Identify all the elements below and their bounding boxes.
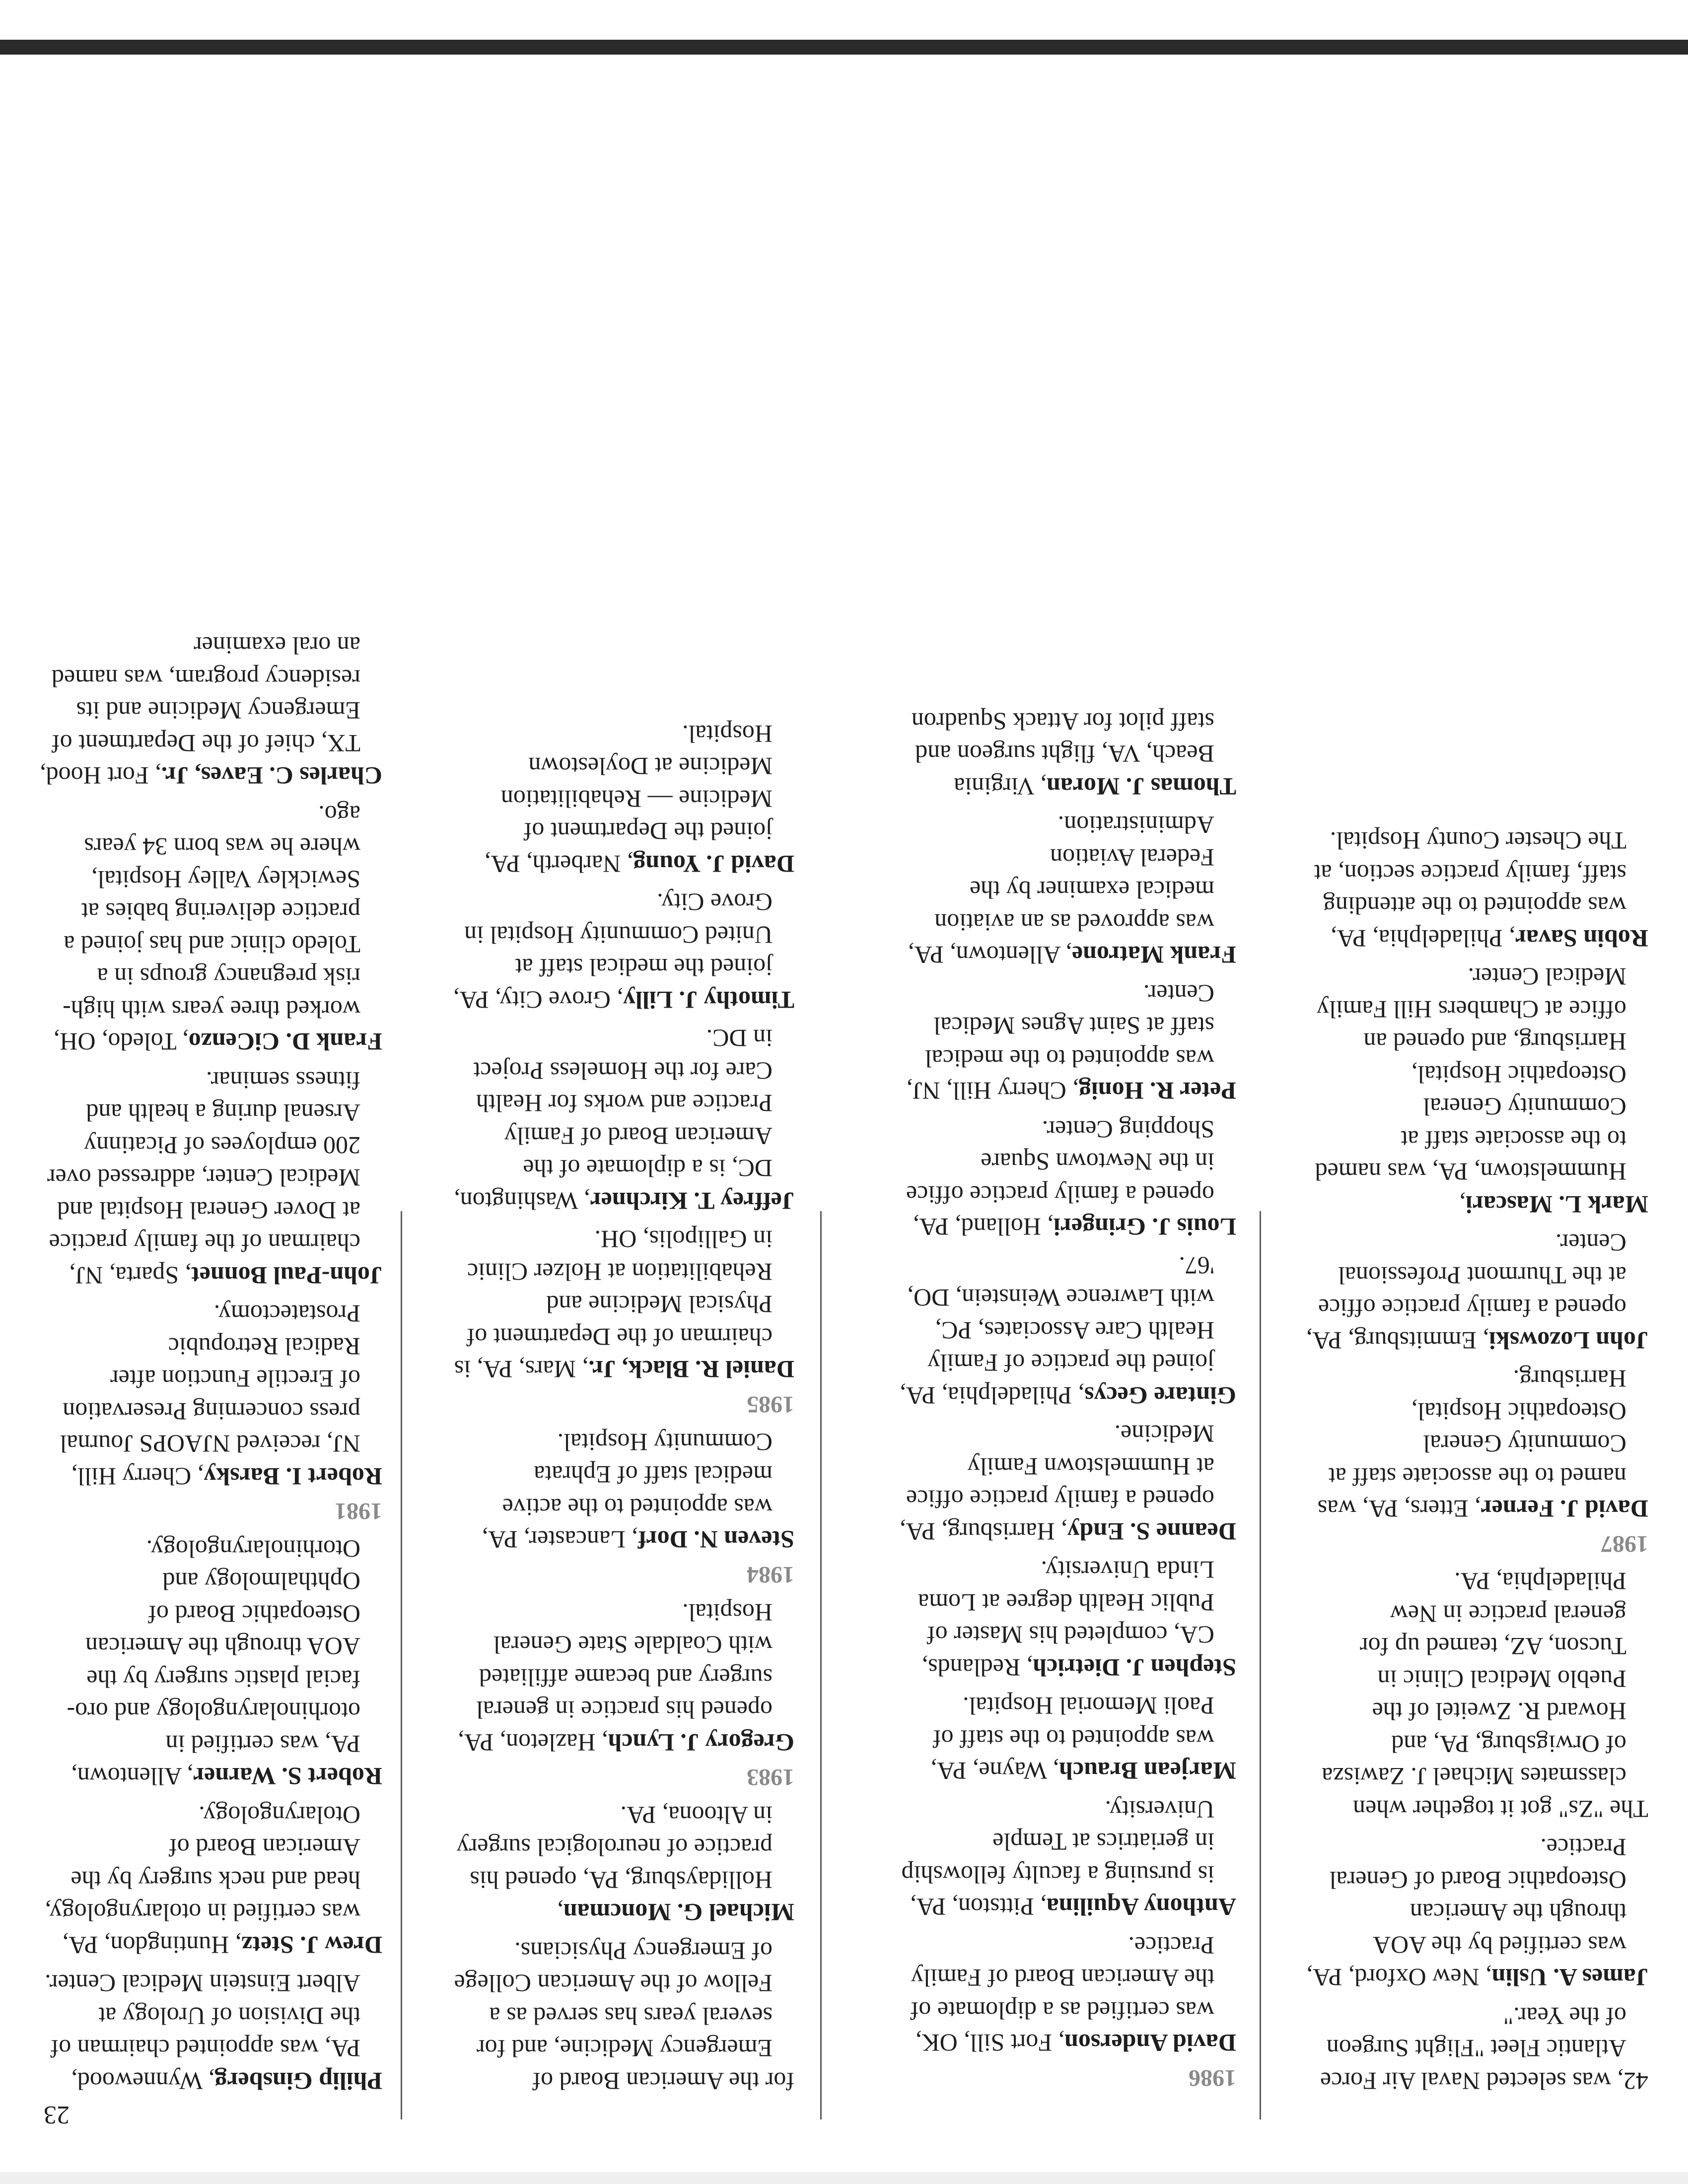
alumni-note: , Sparta, NJ, chairman of the family practice at Dover General Hospital and Medical Center, addressed over 200 employees of Picatinny Arsenal during a health and fitness seminar.	[47, 1066, 360, 1290]
alumni-name: Philip Ginsberg	[214, 2067, 382, 2095]
alumni-name: Deanne S. Endy	[1067, 1517, 1236, 1546]
alumni-note: , Etters, PA, was named to the associate staff at Community General Osteopathic Hospital, Harrisburg.	[1317, 1365, 1626, 1523]
alumni-name: Drew J. Stetz	[241, 1931, 382, 1959]
alumni-note: , Hummelstown, PA, was named to the associate staff at Community General Osteopathic Hospital, Harrisburg, and opened an office at Chambers Hill Family Medical Center.	[1315, 963, 1626, 1219]
alumni-note: , Philadelphia, PA, was appointed to the attending staff, family practice section, at The Chester County Hospital.	[1314, 827, 1626, 953]
alumni-name: David J. Ferner	[1480, 1495, 1648, 1523]
alumni-note: , Virginia Beach, VA, flight surgeon and staff pilot for Attack Squadron	[911, 707, 1214, 801]
alumni-entry	[452, 1022, 794, 1217]
alumni-note-continued: for the American Board of Emergency Medicine, and for several years has served as a Fellow of the American College of Emergency Physicians.	[454, 1937, 794, 2095]
alumni-entry	[452, 1799, 794, 1929]
alumni-note: , Pittston, PA, is pursuing a faculty fellowship in geriatrics at Temple University.	[901, 1795, 1214, 1921]
alumni-note-continued: The "Zs" got it together when classmates Michael J. Zawisza of Orwigsburg, PA, and Howard R. Zweitel of the Pueblo Medical Clinic in Tucson, AZ, teamed up for general practice in New Philadelphia, PA.	[1322, 1568, 1648, 1823]
alumni-name: Anthony Aquilina	[1046, 1893, 1236, 1921]
alumni-entry	[452, 717, 794, 880]
alumni-entry	[40, 798, 382, 1058]
year-heading: 1984	[747, 1562, 794, 1588]
alumni-note: , New Oxford, PA, was certified by the AOA through the American Osteopathic Board of General Practice.	[1306, 1834, 1626, 1992]
column-1	[40, 623, 382, 2097]
alumni-name: Jeffrey T. Kirchner	[590, 1187, 794, 1215]
alumni-note: , Wynnewood, PA, was appointed chairman of the Division of Urology at Albert Einstein Medical Center.	[45, 1970, 360, 2095]
alumni-entry	[40, 1297, 382, 1493]
alumni-entry	[452, 1426, 794, 1556]
alumni-note: , Hazleton, PA, opened his practice in general surgery and became affiliated with Coaldale State General Hospital.	[458, 1598, 773, 1757]
alumni-entry	[894, 1929, 1236, 2059]
alumni-entry	[40, 1799, 382, 1962]
alumni-name: Daniel R. Black, Jr.	[588, 1356, 794, 1384]
alumni-note: , Huntingdon, PA, was certified in otolaryngology, head and neck surgery by the American Board of Otolaryngology.	[45, 1801, 360, 1959]
alumni-note: , Grove City, PA, joined the medical staff at United Community Hospital in Grove City.	[453, 888, 773, 1014]
alumni-entry	[1306, 960, 1648, 1221]
alumni-note-continued: 42, was selected Naval Air Force Atlantic Fleet "Flight Surgeon of the Year."	[1320, 2002, 1648, 2095]
alumni-entry	[40, 1967, 382, 2097]
alumni-entry	[894, 1113, 1236, 1243]
alumni-name: Michael G. Moncman	[563, 1899, 794, 1927]
alumni-name: David Anderson	[1064, 2029, 1236, 2057]
alumni-name: Gregory J. Lynch	[608, 1728, 794, 1757]
alumni-name: Robert I. Barsky	[204, 1462, 382, 1491]
alumni-name: James A. Uslin	[1491, 1964, 1648, 1992]
alumni-entry	[1306, 1363, 1648, 1525]
year-heading: 1981	[335, 1498, 382, 1525]
alumni-note: , Lancaster, PA, was appointed to the active medical staff of Ephrata Community Hospital.	[482, 1428, 773, 1554]
alumni-entry	[894, 1249, 1236, 1412]
alumni-name: Frank D. CiCenzo	[188, 1028, 382, 1056]
alumni-name: Marjean Brauch	[1059, 1757, 1236, 1785]
column-rule	[1260, 1211, 1261, 2119]
alumni-entry	[894, 1690, 1236, 1787]
alumni-note: , Wayne, PA, was appointed to the staff of Paoli Memorial Hospital.	[930, 1692, 1214, 1785]
alumni-entry	[894, 977, 1236, 1107]
alumni-entry	[894, 1418, 1236, 1548]
alumni-note: , Mars, PA, is chairman of the Department of Physical Medicine and Rehabilitation at Holzer Clinic in Gallipolis, OH.	[454, 1226, 773, 1384]
alumni-entry	[40, 629, 382, 792]
alumni-name: Robin Savar	[1515, 924, 1648, 953]
alumni-name: John-Paul Bonnet	[191, 1261, 382, 1290]
alumni-note: , Holland, PA, opened a family practice office in the Newtown Square Shopping Center.	[906, 1115, 1214, 1241]
alumni-name: Louis J. Gringeri	[1053, 1213, 1236, 1241]
column-rule	[401, 1211, 402, 2119]
alumni-note: , Fort Sill, OK, was certified as a diplomate of the American Board of Family Practice.	[910, 1931, 1214, 2057]
alumni-note: , Philadelphia, PA, joined the practice of Family Health Care Associates, PC, with Lawrence Weinstein, DO, '67.	[900, 1251, 1214, 1410]
alumni-name: Thomas J. Moran	[1047, 772, 1236, 801]
alumni-name: David J. Young	[633, 850, 794, 878]
alumni-note: , Fort Hood, TX, chief of the Department of Emergency Medicine and its residency program, was named an oral examiner	[40, 632, 360, 790]
page-number: 23	[44, 2101, 70, 2129]
alumni-entry	[1306, 824, 1648, 955]
alumni-entry	[894, 705, 1236, 803]
alumni-entry	[452, 1596, 794, 1759]
alumni-note: , Toledo, OH, worked three years with high-risk pregnancy groups in a Toledo clinic and has joined a practice delivering babies at Sewickley Valley Hospital, where he was born 34 years ago.	[53, 800, 360, 1056]
column-rule	[820, 1211, 822, 2119]
alumni-name: Stephen J. Dietrich	[1033, 1653, 1236, 1682]
year-heading: 1985	[747, 1391, 794, 1418]
alumni-entry	[894, 1554, 1236, 1684]
alumni-entry	[894, 1793, 1236, 1923]
alumni-name: Charles C. Eaves, Jr.	[161, 762, 382, 790]
alumni-name: Mark L. Mascari	[1466, 1190, 1648, 1219]
alumni-name: Peter R. Honig	[1078, 1077, 1236, 1105]
alumni-note: , Emmitsburg, PA, opened a family practice office at the Thurmont Professional Center.	[1306, 1229, 1626, 1355]
column-3	[894, 699, 1236, 2097]
alumni-note: , Narberth, PA, joined the Department of Medicine — Rehabilitation Medicine at Doylestown Hospital.	[484, 720, 773, 878]
alumni-entry	[1306, 1227, 1648, 1357]
alumni-note: , Redlands, CA, completed his Master of Public Health degree at Loma Linda University.	[918, 1556, 1214, 1682]
alumni-note: , Harrisburg, PA, opened a family practice office at Hummelstown Family Medicine.	[900, 1420, 1214, 1546]
alumni-note: , Allentown, PA, was approved as an aviation medical examiner by the Federal Aviation Administration.	[908, 811, 1214, 969]
scan-edge	[0, 2172, 1688, 2184]
year-heading: 1986	[1189, 2065, 1236, 2091]
alumni-entry	[452, 886, 794, 1016]
alumni-note: , Allentown, PA, was certified in otorhinolaryngology and oro-facial plastic surgery by the AOA through the American Osteopathic Board of Ophthalmology and Otorhinolaryngology.	[67, 1535, 360, 1791]
alumni-name: Frank Matrone	[1072, 941, 1236, 969]
alumni-note: , Cherry Hill, NJ, received NJAOPS Journal press concerning Preservation of Erectile Function after Radical Retropubic Prostatectomy.	[60, 1300, 360, 1491]
scan-bottom-bar	[0, 40, 1688, 55]
alumni-name: Gintare Gecys	[1084, 1381, 1236, 1410]
alumni-name: Timothy J. Lilly	[623, 986, 794, 1014]
column-2	[452, 711, 794, 2097]
alumni-note: , Hollidaysburg, PA, opened his practice of neurological surgery in Altoona, PA.	[456, 1801, 773, 1927]
alumni-entry	[40, 1533, 382, 1793]
alumni-name: Robert S. Warner	[193, 1763, 382, 1791]
alumni-note: , Washington, DC, is a diplomate of the American Board of Family Practice and works for Health Care for the Homeless Project in DC.	[454, 1024, 773, 1215]
year-heading: 1987	[1601, 1531, 1648, 1557]
year-heading: 1983	[747, 1764, 794, 1791]
alumni-entry	[894, 809, 1236, 971]
alumni-name: Steven N. Dorf	[637, 1526, 794, 1554]
alumni-entry	[1306, 1831, 1648, 1994]
alumni-name: John Lozowski	[1489, 1326, 1648, 1355]
alumni-entry	[452, 1223, 794, 1386]
alumni-note: , Cherry Hill, NJ, was appointed to the medical staff at Saint Agnes Medical Center.	[906, 979, 1214, 1105]
alumni-entry	[40, 1064, 382, 1292]
column-4	[1306, 819, 1648, 2097]
